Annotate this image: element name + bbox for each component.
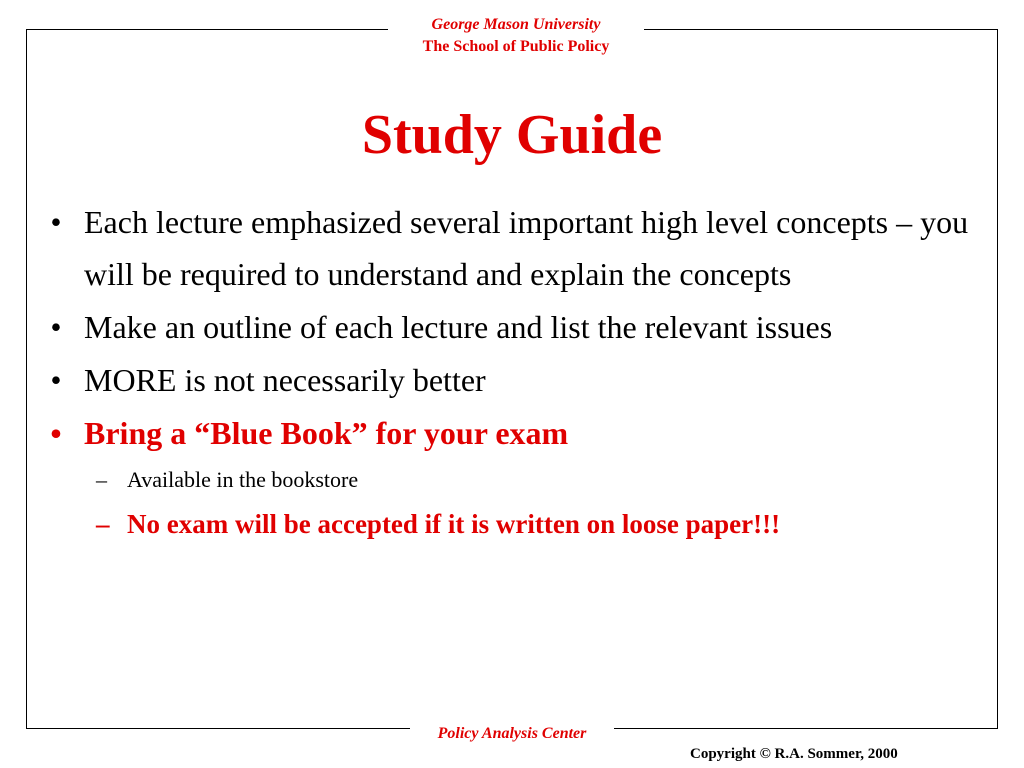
slide-title: Study Guide — [361, 104, 663, 166]
bullet-item-highlight — [44, 407, 984, 459]
sub-bullet-symbol: – — [96, 509, 110, 539]
bullet-text: MORE is not necessarily better — [84, 362, 486, 398]
bullet-item — [44, 354, 984, 406]
copyright-text: Copyright © R.A. Sommer, 2000 — [690, 746, 898, 762]
university-name: George Mason University — [431, 16, 601, 33]
bullet-symbol: • — [50, 204, 62, 240]
bullet-symbol: • — [50, 415, 62, 451]
sub-bullet-item — [44, 460, 984, 500]
bullet-text: Bring a “Blue Book” for your exam — [84, 415, 569, 451]
school-name: The School of Public Policy — [422, 38, 610, 55]
bullet-symbol: • — [50, 362, 62, 398]
bullet-item — [44, 196, 984, 300]
footer-center-label: Policy Analysis Center — [410, 723, 614, 745]
bullet-text: Make an outline of each lecture and list the relevant issues — [84, 309, 833, 345]
bullet-list — [44, 196, 984, 548]
slide-header — [388, 14, 644, 58]
bullet-symbol: • — [50, 309, 62, 345]
bullet-item — [44, 301, 984, 353]
sub-bullet-symbol: – — [96, 467, 107, 492]
sub-bullet-text: No exam will be accepted if it is written on loose paper!!! — [127, 509, 781, 539]
bullet-text: Each lecture emphasized several important high level concepts – you will be required to understand and explain the concepts — [84, 204, 969, 292]
sub-bullet-item-highlight — [44, 500, 984, 548]
sub-bullet-text: Available in the bookstore — [127, 467, 359, 492]
